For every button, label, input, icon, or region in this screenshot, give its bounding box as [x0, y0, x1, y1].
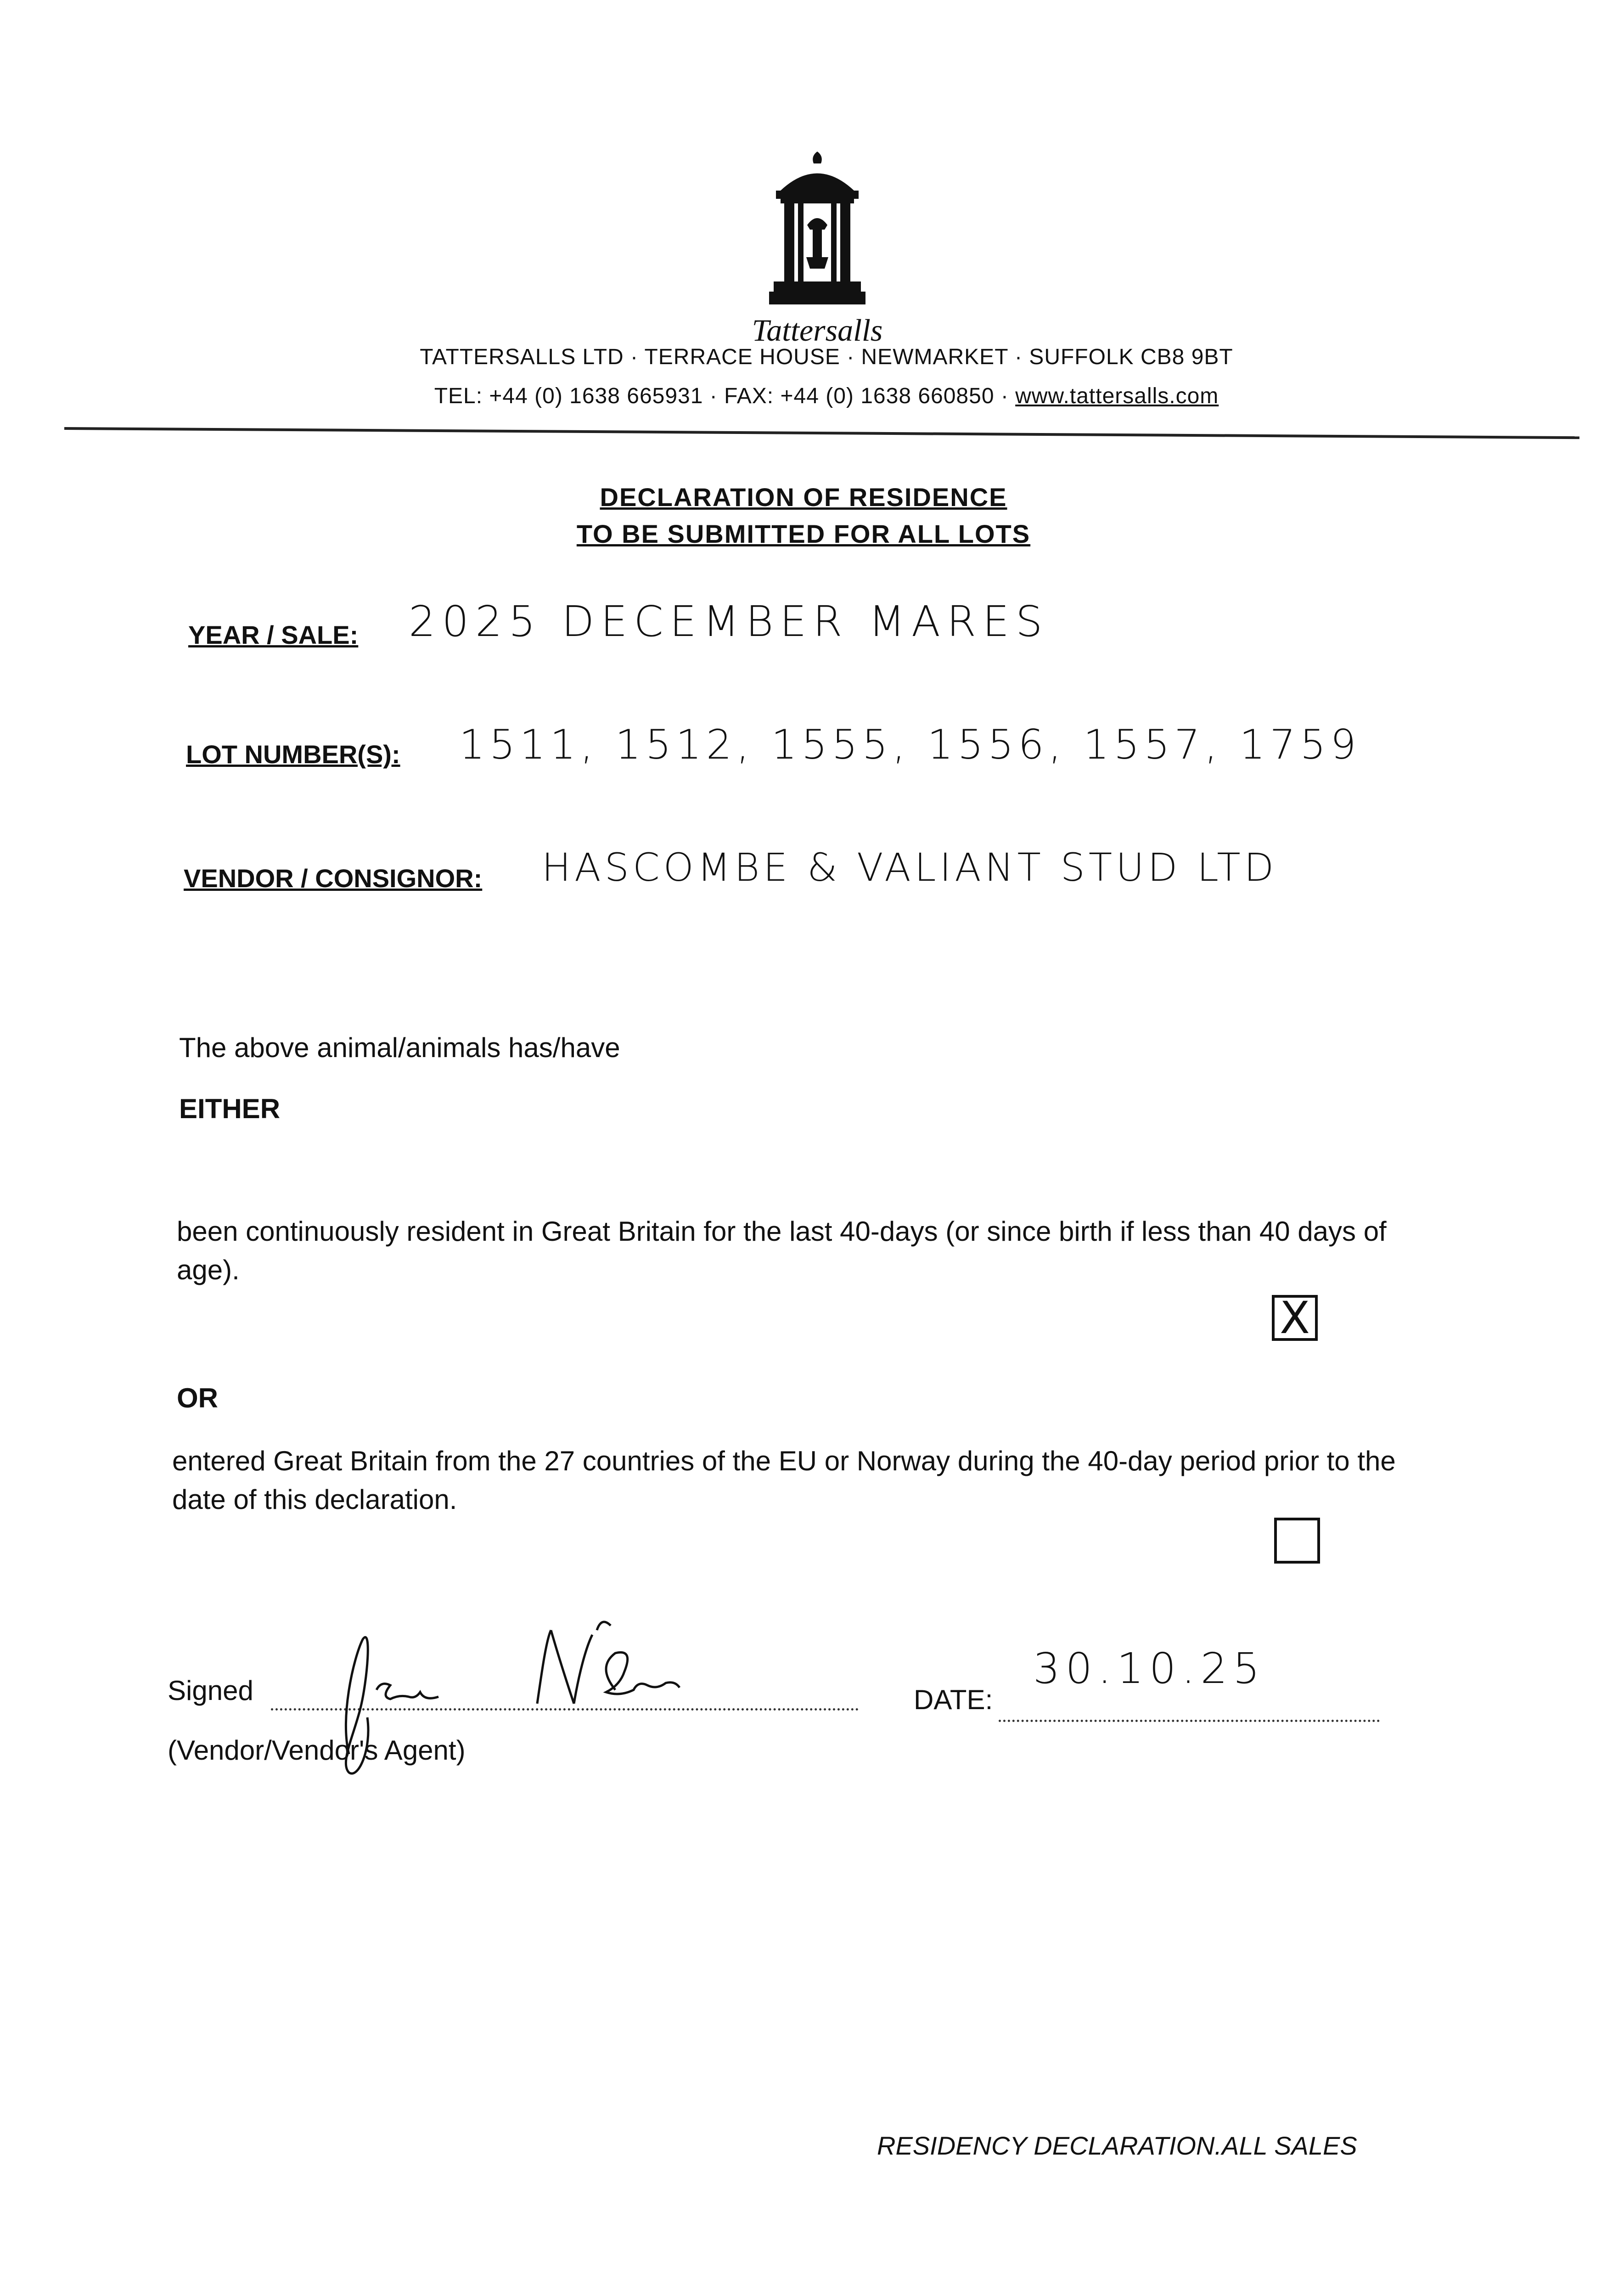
- or-heading: OR: [177, 1383, 218, 1413]
- intro-text: The above animal/animals has/have: [179, 1032, 620, 1063]
- form-subtitle: TO BE SUBMITTED FOR ALL LOTS: [576, 519, 1031, 548]
- form-title: DECLARATION OF RESIDENCE: [600, 483, 1007, 512]
- lot-numbers-value: 1511, 1512, 1555, 1556, 1557, 1759: [459, 721, 1361, 768]
- signatory-role-label: (Vendor/Vendor's Agent): [168, 1735, 466, 1766]
- option2-text: entered Great Britain from the 27 countries of the EU or Norway during the 40-day period prior to the date of this declaration.: [172, 1446, 1396, 1515]
- form-reference: RESIDENCY DECLARATION.ALL SALES: [877, 2131, 1357, 2160]
- header-divider: [64, 427, 1579, 439]
- either-heading: EITHER: [179, 1093, 281, 1124]
- option2-checkbox[interactable]: [1274, 1518, 1320, 1564]
- date-value: 30.10.25: [1033, 1644, 1265, 1693]
- lot-numbers-label: LOT NUMBER(S):: [186, 740, 400, 769]
- company-address: TATTERSALLS LTD · TERRACE HOUSE · NEWMARKET · SUFFOLK CB8 9BT: [420, 345, 1233, 369]
- brand-name: Tattersalls: [752, 313, 883, 348]
- vendor-label: VENDOR / CONSIGNOR:: [184, 864, 483, 893]
- option1-text: been continuously resident in Great Britain for the last 40-days (or since birth if less than 40 days of age).: [177, 1216, 1387, 1285]
- vendor-value: HASCOMBE & VALIANT STUD LTD: [542, 845, 1278, 890]
- contact-numbers: TEL: +44 (0) 1638 665931 · FAX: +44 (0) 1638 660850 ·: [434, 384, 1009, 408]
- year-sale-label: YEAR / SALE:: [188, 620, 359, 649]
- date-label: DATE:: [914, 1684, 993, 1715]
- company-contact: [321, 383, 1332, 409]
- year-sale-value: 2025 DECEMBER MARES: [409, 597, 1049, 646]
- tattersalls-logo: [762, 147, 872, 312]
- website-link[interactable]: www.tattersalls.com: [1015, 384, 1219, 408]
- date-line[interactable]: [999, 1706, 1380, 1722]
- signed-label: Signed: [168, 1675, 253, 1706]
- option1-checkbox[interactable]: X: [1272, 1295, 1318, 1341]
